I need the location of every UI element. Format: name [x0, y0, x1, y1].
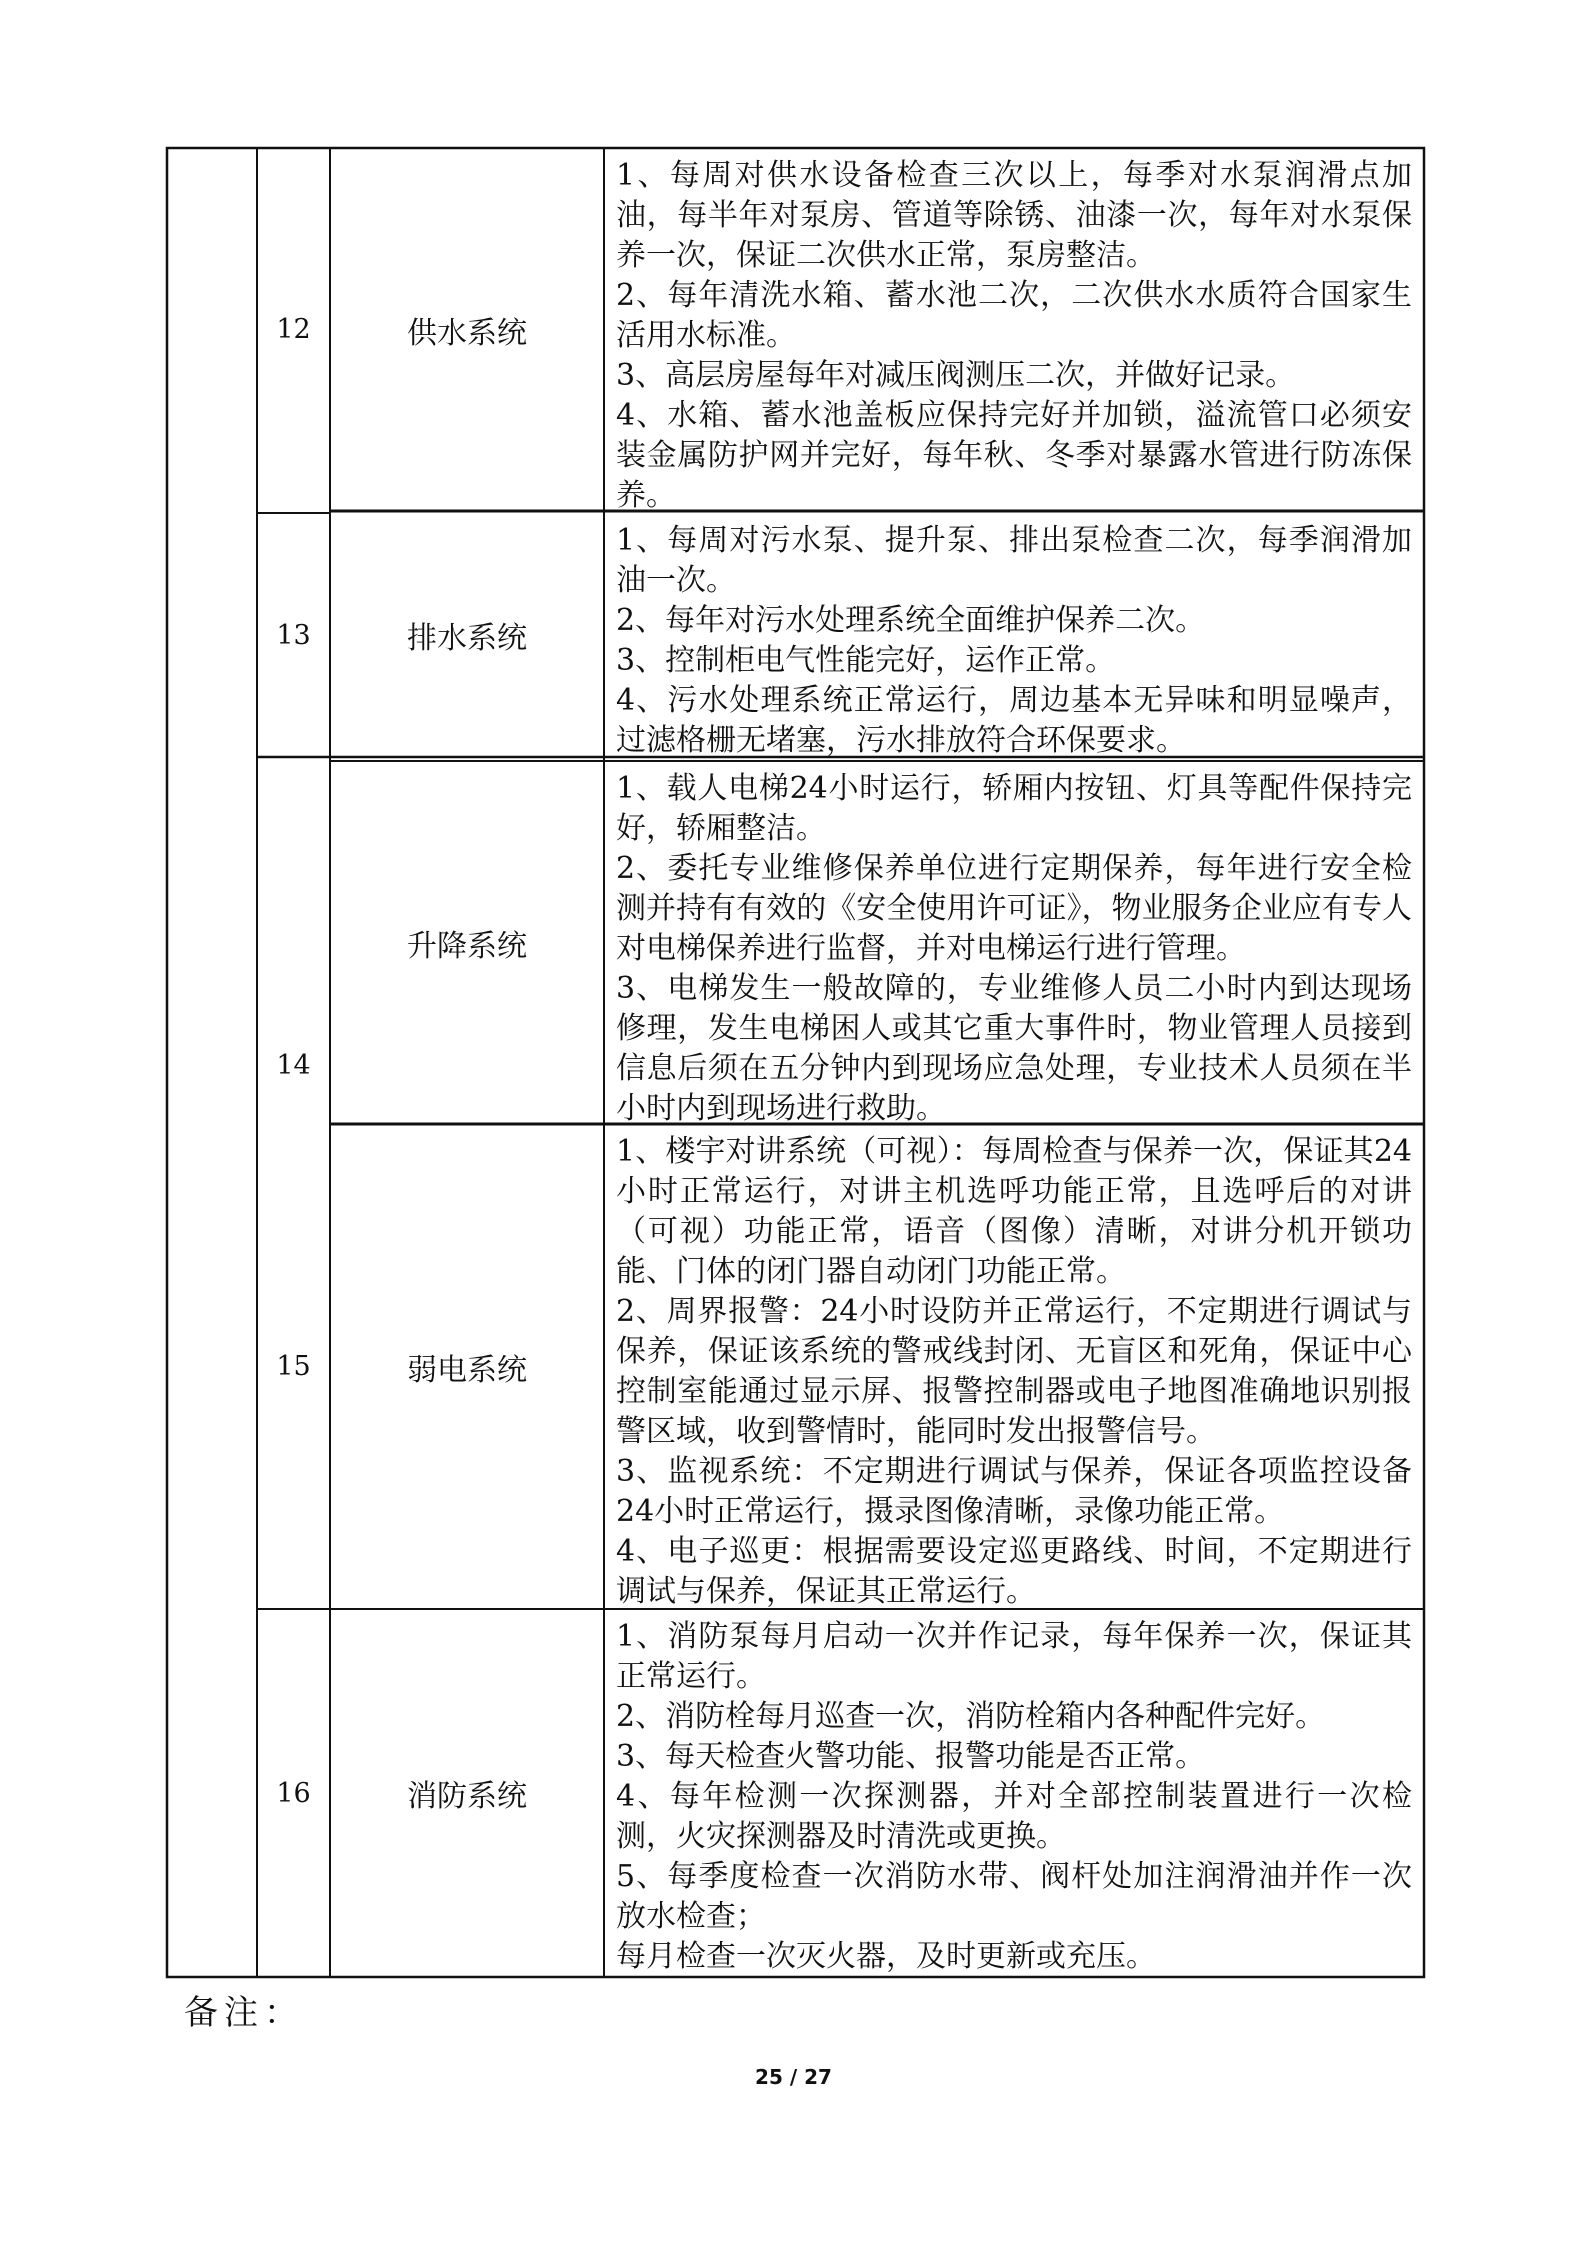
row-12-line-3: 3、高层房屋每年对减压阀测压二次，并做好记录。 — [616, 358, 1296, 393]
page-number: 25 / 27 — [755, 2065, 832, 2089]
row-12-number: 12 — [276, 314, 311, 345]
row-16-line-1: 1、消防泵每月启动一次并作记录，每年保养一次，保证其正常运行。 — [616, 1619, 1412, 1694]
row-13-system-name: 排水系统 — [407, 621, 527, 656]
row-16-line-6: 每月检查一次灭火器，及时更新或充压。 — [616, 1939, 1156, 1974]
row-13-line-4: 4、污水处理系统正常运行，周边基本无异味和明显噪声，过滤格栅无堵塞，污水排放符合环保要求。 — [616, 683, 1412, 758]
row-15-line-2: 2、周界报警：24小时设防并正常运行，不定期进行调试与保养，保证该系统的警戒线封闭、无盲区和死角，保证中心控制室能通过显示屏、报警控制器或电子地图准确地识别报警区域，收到警情时，能同时发出报警信号。 — [616, 1294, 1412, 1449]
row-16-line-5: 5、每季度检查一次消防水带、阀杆处加注润滑油并作一次放水检查； — [616, 1859, 1412, 1934]
row-15-system-name: 弱电系统 — [407, 1352, 527, 1388]
row-14-line-2: 2、委托专业维修保养单位进行定期保养，每年进行安全检测并持有有效的《安全使用许可证》，物业服务企业应有专人对电梯保养进行监督，并对电梯运行进行管理。 — [616, 851, 1412, 966]
row-12-content — [604, 150, 1424, 511]
row-13-line-3: 3、控制柜电气性能完好，运作正常。 — [616, 643, 1116, 678]
row-14-system-name: 升降系统 — [407, 928, 527, 964]
remark-label: 备注： — [184, 1993, 304, 2033]
row-14-content — [604, 763, 1424, 1124]
row-16-content — [604, 1611, 1424, 1977]
row-16-number: 16 — [276, 1777, 311, 1809]
row-15-line-1: 1、楼宇对讲系统（可视）：每周检查与保养一次，保证其24 小时正常运行，对讲主机选呼功能正常，且选呼后的对讲（可视）功能正常，语音（图像）清晰，对讲分机开锁功能、门体的闭门器自动闭门功能正常。 — [616, 1134, 1412, 1289]
row-14-line-1: 1、载人电梯24小时运行，轿厢内按钮、灯具等配件保持完好，轿厢整洁。 — [616, 771, 1412, 846]
row-13-line-1: 1、每周对污水泵、提升泵、排出泵检查二次，每季润滑加油一次。 — [616, 523, 1412, 598]
row-13-content — [604, 515, 1424, 757]
row-16-line-4: 4、每年检测一次探测器，并对全部控制装置进行一次检测，火灾探测器及时清洗或更换。 — [616, 1779, 1412, 1854]
row-16-system-name: 消防系统 — [407, 1779, 527, 1814]
row-15-line-3: 3、监视系统：不定期进行调试与保养，保证各项监控设备24小时正常运行，摄录图像清晰，录像功能正常。 — [616, 1454, 1412, 1529]
row-12-line-1: 1、每周对供水设备检查三次以上，每季对水泵润滑点加油，每半年对泵房、管道等除锈、油漆一次，每年对水泵保养一次，保证二次供水正常，泵房整洁。 — [616, 158, 1412, 273]
row-13-line-2: 2、每年对污水处理系统全面维护保养二次。 — [616, 603, 1206, 638]
row-14-line-3: 3、电梯发生一般故障的，专业维修人员二小时内到达现场修理，发生电梯困人或其它重大事件时，物业管理人员接到信息后须在五分钟内到现场应急处理，专业技术人员须在半小时内到现场进行救助。 — [616, 971, 1412, 1126]
row-12-line-2: 2、每年清洗水箱、蓄水池二次，二次供水水质符合国家生活用水标准。 — [616, 278, 1412, 353]
row-12-system-name: 供水系统 — [407, 315, 527, 351]
merged-number-cell: 14 — [276, 1049, 311, 1081]
row-13-number: 13 — [276, 619, 311, 651]
row-16-line-3: 3、每天检查火警功能、报警功能是否正常。 — [616, 1739, 1206, 1774]
row-15-number: 15 — [276, 1351, 311, 1382]
row-15-content — [604, 1126, 1424, 1609]
row-12-line-4: 4、水箱、蓄水池盖板应保持完好并加锁，溢流管口必须安装金属防护网并完好，每年秋、冬季对暴露水管进行防冻保养。 — [616, 398, 1412, 513]
row-15-line-4: 4、电子巡更：根据需要设定巡更路线、时间，不定期进行调试与保养，保证其正常运行。 — [616, 1534, 1412, 1609]
row-16-line-2: 2、消防栓每月巡查一次，消防栓箱内各种配件完好。 — [616, 1699, 1326, 1734]
